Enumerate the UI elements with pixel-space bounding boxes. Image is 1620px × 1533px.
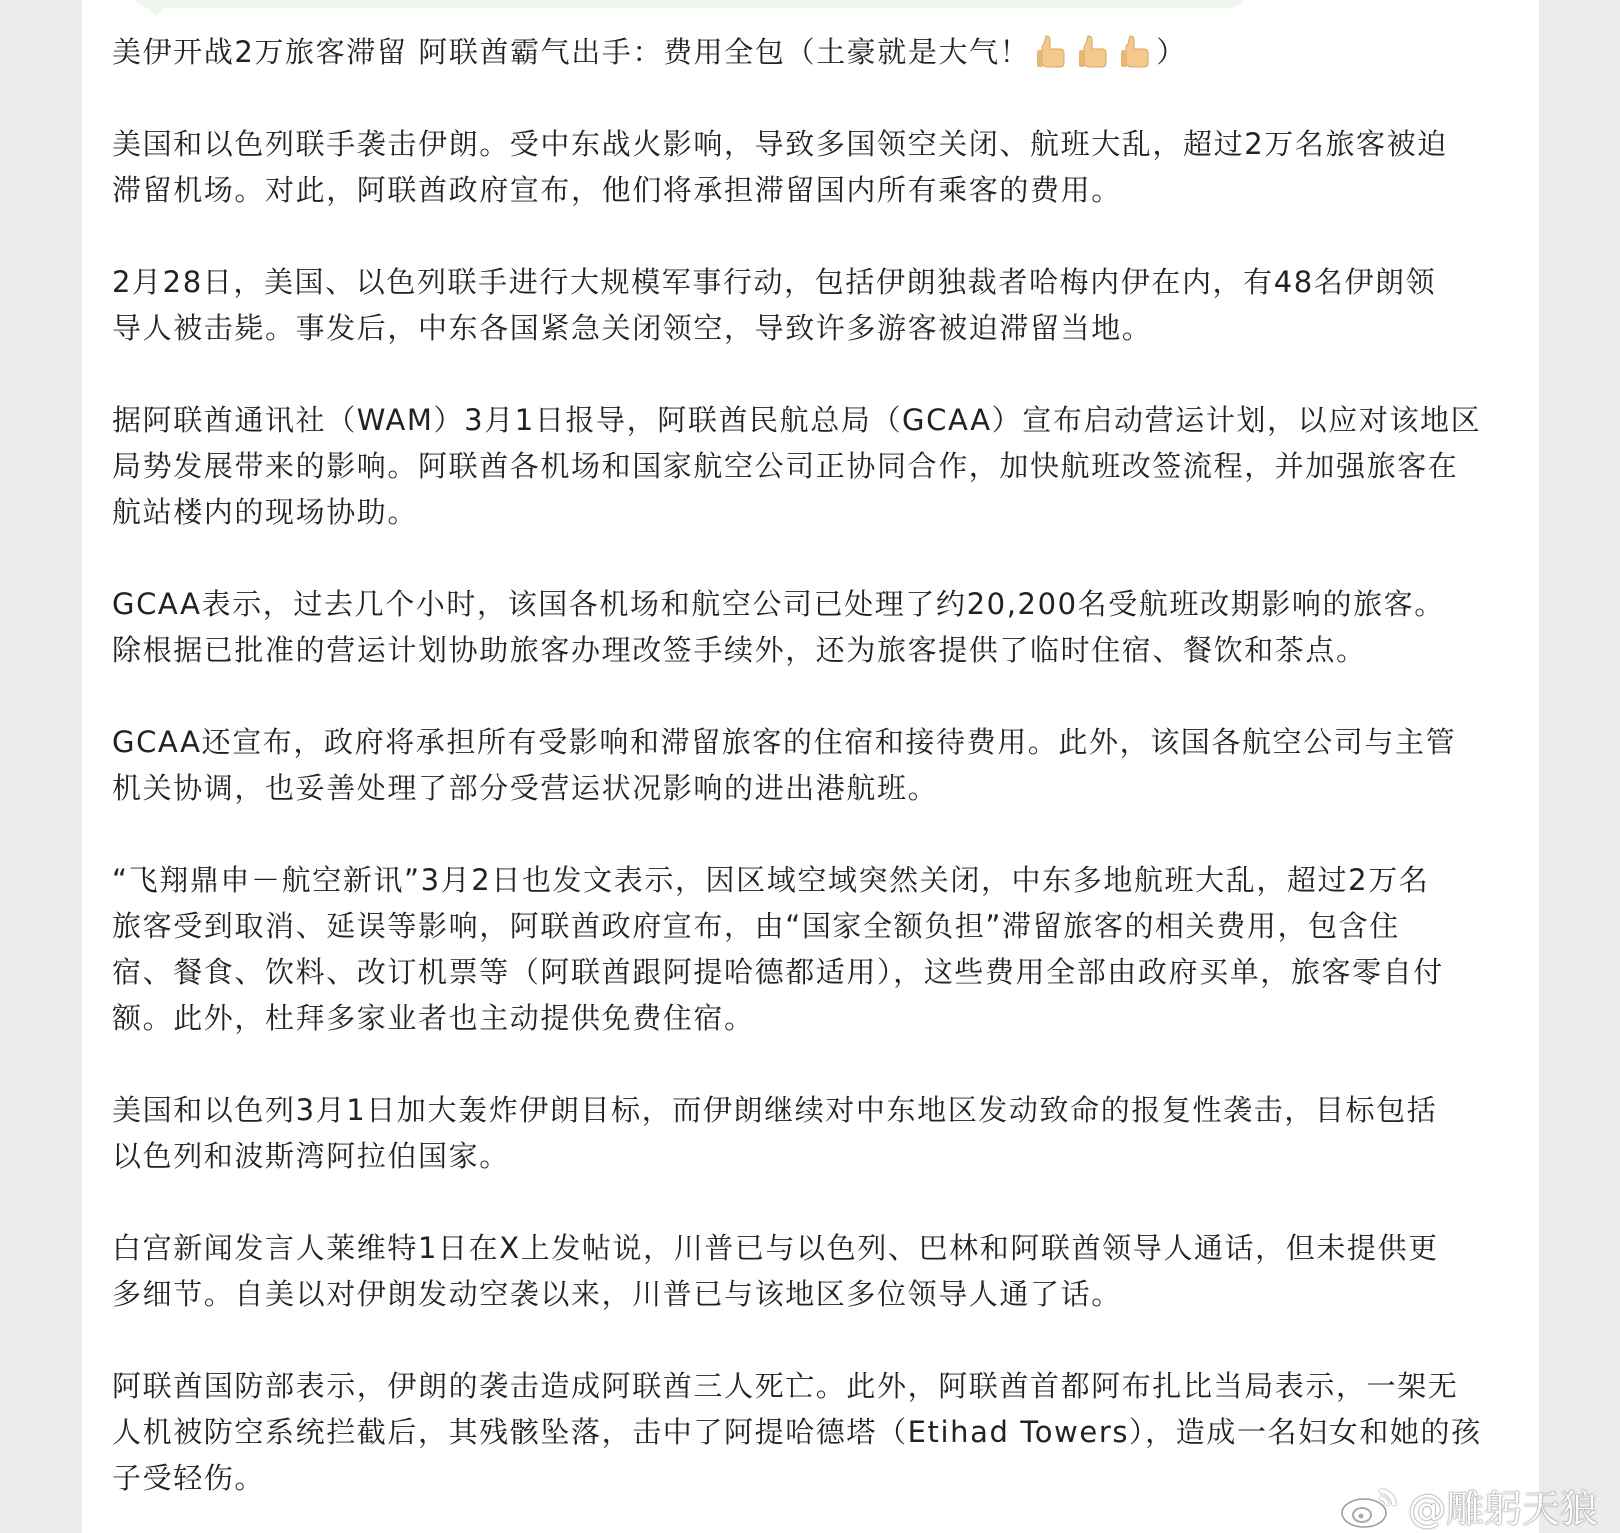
paragraph-line: 滞留机场。对此，阿联酋政府宣布，他们将承担滞留国内所有乘客的费用。 (112, 173, 1122, 207)
paragraph-line: 2月28日，美国、以色列联手进行大规模军事行动，包括伊朗独裁者哈梅内伊在内，有48名伊朗领 (112, 265, 1437, 299)
paragraph-line: 航站楼内的现场协助。 (112, 495, 419, 529)
paragraph-line: 多细节。自美以对伊朗发动空袭以来，川普已与该地区多位领导人通了话。 (112, 1277, 1122, 1311)
paragraph-line: 宿、餐食、饮料、改订机票等（阿联酋跟阿提哈德都适用），这些费用全部由政府买单，旅客零自付 (112, 955, 1444, 989)
paragraph-line: 旅客受到取消、延误等影响，阿联酋政府宣布，由“国家全额负担”滞留旅客的相关费用，包含住 (112, 909, 1400, 943)
paragraph-line: 子受轻伤。 (112, 1461, 266, 1495)
thumbs-up-icon (1036, 34, 1066, 68)
paragraph-line: 额。此外，杜拜多家业者也主动提供免费住宿。 (112, 1001, 755, 1035)
title-text: 美伊开战2万旅客滞留 阿联酋霸气出手：费用全包（土豪就是大气！ (112, 35, 1031, 69)
article-title (112, 29, 1532, 75)
watermark-text: @雕躬天狼 (1408, 1487, 1599, 1531)
paragraph-line: 美国和以色列3月1日加大轰炸伊朗目标，而伊朗继续对中东地区发动致命的报复性袭击，目标包括 (112, 1093, 1438, 1127)
paragraph-line: 除根据已批准的营运计划协助旅客办理改签手续外，还为旅客提供了临时住宿、餐饮和茶点。 (112, 633, 1367, 667)
paragraph-line: 人机被防空系统拦截后，其残骸坠落，击中了阿提哈德塔（Etihad Towers），造成一名妇女和她的孩 (112, 1415, 1482, 1449)
paragraph-line: 白宫新闻发言人莱维特1日在X上发帖说，川普已与以色列、巴林和阿联酋领导人通话，但未提供更 (112, 1231, 1439, 1265)
paragraph-line: 美国和以色列联手袭击伊朗。受中东战火影响，导致多国领空关闭、航班大乱，超过2万名旅客被迫 (112, 127, 1448, 161)
paragraph-line: 据阿联酋通讯社（WAM）3月1日报导，阿联酋民航总局（GCAA）宣布启动营运计划，以应对该地区 (112, 403, 1482, 437)
bubble-tail (146, 6, 166, 16)
thumbs-up-icon (1120, 34, 1150, 68)
paragraph-line: GCAA表示，过去几个小时，该国各机场和航空公司已处理了约20,200名受航班改期影响的旅客。 (112, 587, 1445, 621)
paragraph-line: 以色列和波斯湾阿拉伯国家。 (112, 1139, 510, 1173)
paragraph-line: 阿联酋国防部表示，伊朗的袭击造成阿联酋三人死亡。此外，阿联酋首都阿布扎比当局表示，一架无 (112, 1369, 1459, 1403)
reply-bubble-edge (134, 0, 1244, 8)
article-card (82, 0, 1539, 1533)
paragraph-line: 局势发展带来的影响。阿联酋各机场和国家航空公司正协同合作，加快航班改签流程，并加强旅客在 (112, 449, 1459, 483)
weibo-logo-icon (1340, 1483, 1400, 1529)
paragraph-line: 导人被击毙。事发后，中东各国紧急关闭领空，导致许多游客被迫滞留当地。 (112, 311, 1153, 345)
article-body (112, 29, 1532, 1501)
paragraph-line: GCAA还宣布，政府将承担所有受影响和滞留旅客的住宿和接待费用。此外，该国各航空公司与主管 (112, 725, 1457, 759)
thumbs-up-icon (1078, 34, 1108, 68)
title-close-paren: ） (1156, 35, 1187, 69)
paragraph-line: 机关协调，也妥善处理了部分受营运状况影响的进出港航班。 (112, 771, 939, 805)
paragraph-line: “飞翔鼎申－航空新讯”3月2日也发文表示，因区域空域突然关闭，中东多地航班大乱，超过2万名 (112, 863, 1430, 897)
watermark (1340, 1478, 1598, 1533)
